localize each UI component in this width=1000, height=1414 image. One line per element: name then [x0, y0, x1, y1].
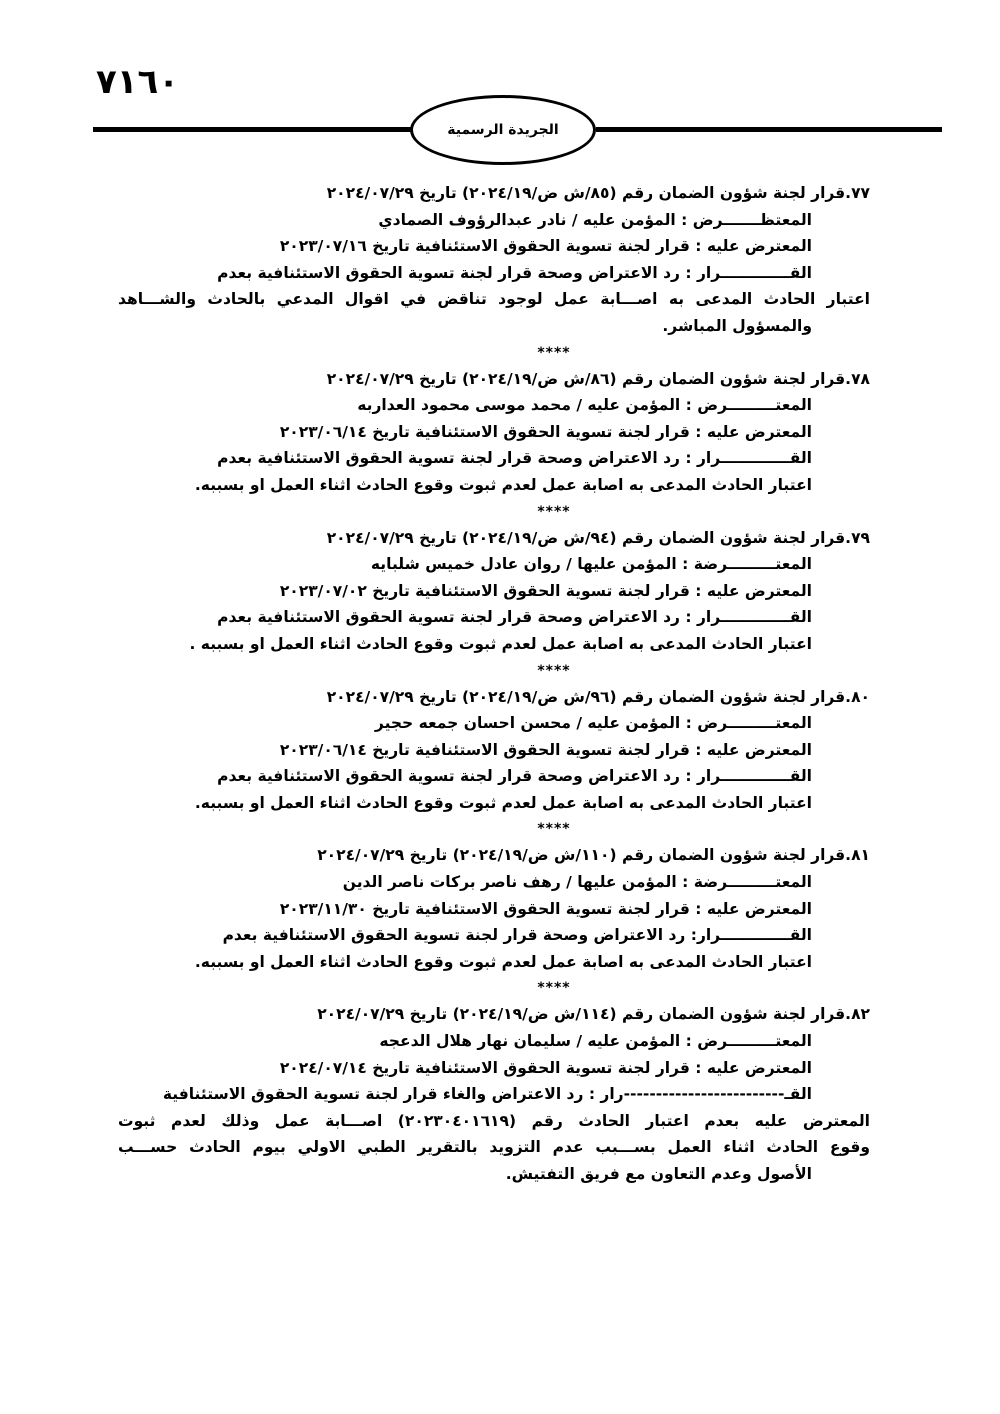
objector-label: المعتـــــــــرض :	[685, 1032, 812, 1051]
decision-first-line	[118, 763, 870, 790]
objected-value: قرار لجنة تسوية الحقوق الاستئنافية تاريخ ٢٠٢٣/٠٦/١٤	[279, 740, 690, 759]
header-rule-left	[93, 127, 413, 132]
decision-paragraph	[118, 445, 870, 498]
decision-label: القـ-------------------------رار :	[588, 1085, 812, 1104]
objector-label: المعتـــــــــرض :	[685, 396, 812, 415]
objected-line	[118, 578, 870, 605]
decision-first-line	[118, 445, 870, 472]
objected-line	[118, 233, 870, 260]
decision-label: القـــــــــــــرار :	[685, 767, 812, 786]
objector-line	[118, 869, 870, 896]
entry-title-text: ٧٨.قرار لجنة شؤون الضمان رقم (٨٦/ش ض/٢٠٢٤/١٩) تاريخ ٢٠٢٤/٠٧/٢٩	[326, 369, 870, 388]
objector-line	[118, 710, 870, 737]
decision-label: القـــــــــــــرار :	[685, 263, 812, 282]
entry-title	[118, 366, 870, 393]
entry-separator: ****	[537, 344, 571, 361]
objector-value: المؤمن عليه / سليمان نهار هلال الدعجه	[379, 1032, 681, 1051]
decision-paragraph	[118, 260, 870, 340]
decision-label: القـــــــــــــرار :	[685, 449, 812, 468]
entry-title-text: ٨١.قرار لجنة شؤون الضمان رقم (١١٠/ش ض/٢٠٢٤/١٩) تاريخ ٢٠٢٤/٠٧/٢٩	[317, 846, 870, 865]
objected-line	[118, 896, 870, 923]
decision-text: رد الاعتراض وصحة قرار لجنة تسوية الحقوق الاستئنافية بعدم	[217, 263, 680, 282]
decision-continuation-line: المعترض عليه بعدم اعتبار الحادث رقم (٢٠٢٣٠٤٠١٦١٩) اصـــابة عمل وذلك لعدم ثبوت	[118, 1111, 870, 1130]
gazette-title-oval	[410, 95, 596, 165]
decision-text: رد الاعتراض وصحة قرار لجنة تسوية الحقوق الاستئنافية بعدم	[217, 449, 680, 468]
objected-label: المعترض عليه :	[695, 899, 812, 918]
objector-value: المؤمن عليها / رهف ناصر بركات ناصر الدين	[342, 873, 677, 892]
decision-text: رد الاعتراض وصحة قرار لجنة تسوية الحقوق الاستئنافية بعدم	[217, 608, 680, 627]
objector-line	[118, 207, 870, 234]
entry-separator: ****	[537, 662, 571, 679]
decision-continuation-line: والمسؤول المباشر.	[662, 316, 812, 335]
decision-continuation-line: اعتبار الحادث المدعى به اصابة عمل لعدم ثبوت وقوع الحادث اثناء العمل او بسببه.	[194, 952, 812, 971]
objector-line	[118, 1028, 870, 1055]
entry-title	[118, 684, 870, 711]
decision-paragraph	[118, 763, 870, 816]
objected-value: قرار لجنة تسوية الحقوق الاستئنافية تاريخ ٢٠٢٣/٠٧/١٦	[279, 237, 690, 256]
objector-line	[118, 392, 870, 419]
objected-value: قرار لجنة تسوية الحقوق الاستئنافية تاريخ ٢٠٢٣/١١/٣٠	[279, 899, 690, 918]
objected-label: المعترض عليه :	[695, 237, 812, 256]
objected-line	[118, 737, 870, 764]
decision-text: رد الاعتراض والغاء قرار لجنة تسوية الحقوق الاستئنافية	[162, 1085, 584, 1104]
objected-line	[118, 419, 870, 446]
objected-label: المعترض عليه :	[695, 422, 812, 441]
objector-value: المؤمن عليها / روان عادل خميس شلبايه	[370, 555, 677, 574]
decision-entry	[118, 366, 870, 499]
header-rule-right	[596, 127, 942, 132]
objected-value: قرار لجنة تسوية الحقوق الاستئنافية تاريخ ٢٠٢٤/٠٧/١٤	[279, 1058, 690, 1077]
objected-label: المعترض عليه :	[695, 1058, 812, 1077]
objector-value: المؤمن عليه / محمد موسى محمود العداربه	[357, 396, 681, 415]
decision-paragraph	[118, 922, 870, 975]
decision-entry	[118, 842, 870, 975]
decision-continuation-line: اعتبار الحادث المدعى به اصابة عمل لعدم ثبوت وقوع الحادث اثناء العمل او بسببه.	[194, 793, 812, 812]
decision-continuation-line: اعتبار الحادث المدعى به اصابة عمل لعدم ثبوت وقوع الحادث اثناء العمل او بسببه .	[189, 634, 812, 653]
entry-separator: ****	[537, 503, 571, 520]
page-number: ٧١٦٠	[96, 62, 180, 102]
decision-continuation-line: اعتبار الحادث المدعى به اصابة عمل لعدم ثبوت وقوع الحادث اثناء العمل او بسببه.	[194, 475, 812, 494]
objector-label: المعتـــــــــرض :	[685, 714, 812, 733]
objected-label: المعترض عليه :	[695, 740, 812, 759]
decision-continuation-line: وقوع الحادث اثناء العمل بســـبب عدم التزويد بالتقرير الطبي الاولي بيوم الحادث حســـب	[118, 1138, 870, 1157]
decision-entry	[118, 684, 870, 817]
objector-value: المؤمن عليه / نادر عبدالرؤوف الصمادي	[378, 210, 676, 229]
document-body	[118, 180, 870, 1188]
decision-label: القـــــــــــــرار:	[690, 926, 812, 945]
decision-first-line	[118, 260, 870, 287]
decision-continuation-line: الأصول وعدم التعاون مع فريق التفتيش.	[505, 1165, 812, 1183]
decision-label: القـــــــــــــرار :	[685, 608, 812, 627]
decision-entry	[118, 180, 870, 340]
decision-first-line	[118, 1081, 870, 1108]
decision-first-line	[118, 922, 870, 949]
objector-label: المعتظـــــــرض :	[681, 210, 812, 229]
objected-line	[118, 1055, 870, 1082]
entry-title-text: ٧٧.قرار لجنة شؤون الضمان رقم (٨٥/ش ض/٢٠٢٤/١٩) تاريخ ٢٠٢٤/٠٧/٢٩	[326, 184, 870, 202]
objected-value: قرار لجنة تسوية الحقوق الاستئنافية تاريخ ٢٠٢٣/٠٧/٠٢	[279, 581, 690, 600]
entry-title-text: ٨٠.قرار لجنة شؤون الضمان رقم (٩٦/ش ض/٢٠٢٤/١٩) تاريخ ٢٠٢٤/٠٧/٢٩	[326, 687, 870, 706]
decision-entry	[118, 525, 870, 658]
decision-paragraph	[118, 1081, 870, 1187]
decision-first-line	[118, 604, 870, 631]
entry-title-text: ٨٢.قرار لجنة شؤون الضمان رقم (١١٤/ش ض/٢٠٢٤/١٩) تاريخ ٢٠٢٤/٠٧/٢٩	[317, 1005, 870, 1024]
objector-label: المعتـــــــــرضة :	[682, 555, 812, 574]
entry-title-text: ٧٩.قرار لجنة شؤون الضمان رقم (٩٤/ش ض/٢٠٢٤/١٩) تاريخ ٢٠٢٤/٠٧/٢٩	[326, 528, 870, 547]
entry-title	[118, 525, 870, 552]
objected-value: قرار لجنة تسوية الحقوق الاستئنافية تاريخ ٢٠٢٣/٠٦/١٤	[279, 422, 690, 441]
objected-label: المعترض عليه :	[695, 581, 812, 600]
decision-continuation-line: اعتبار الحادث المدعى به اصـــابة عمل لوجود تناقض في اقوال المدعي بالحادث والشـــاهد	[118, 290, 870, 309]
entry-separator: ****	[537, 821, 571, 838]
decision-entry	[118, 1001, 870, 1187]
decision-paragraph	[118, 604, 870, 657]
decision-text: رد الاعتراض وصحة قرار لجنة تسوية الحقوق الاستئنافية بعدم	[217, 767, 680, 786]
objector-value: المؤمن عليه / محسن احسان جمعه حجير	[374, 714, 681, 733]
entry-title	[118, 842, 870, 869]
gazette-title: الجريدة الرسمية	[447, 122, 559, 138]
decision-text: رد الاعتراض وصحة قرار لجنة تسوية الحقوق الاستئنافية بعدم	[222, 926, 686, 945]
entry-separator: ****	[537, 980, 571, 997]
objector-label: المعتـــــــــرضة :	[682, 873, 812, 892]
entry-title	[118, 1001, 870, 1028]
entry-title	[118, 180, 870, 207]
objector-line	[118, 551, 870, 578]
